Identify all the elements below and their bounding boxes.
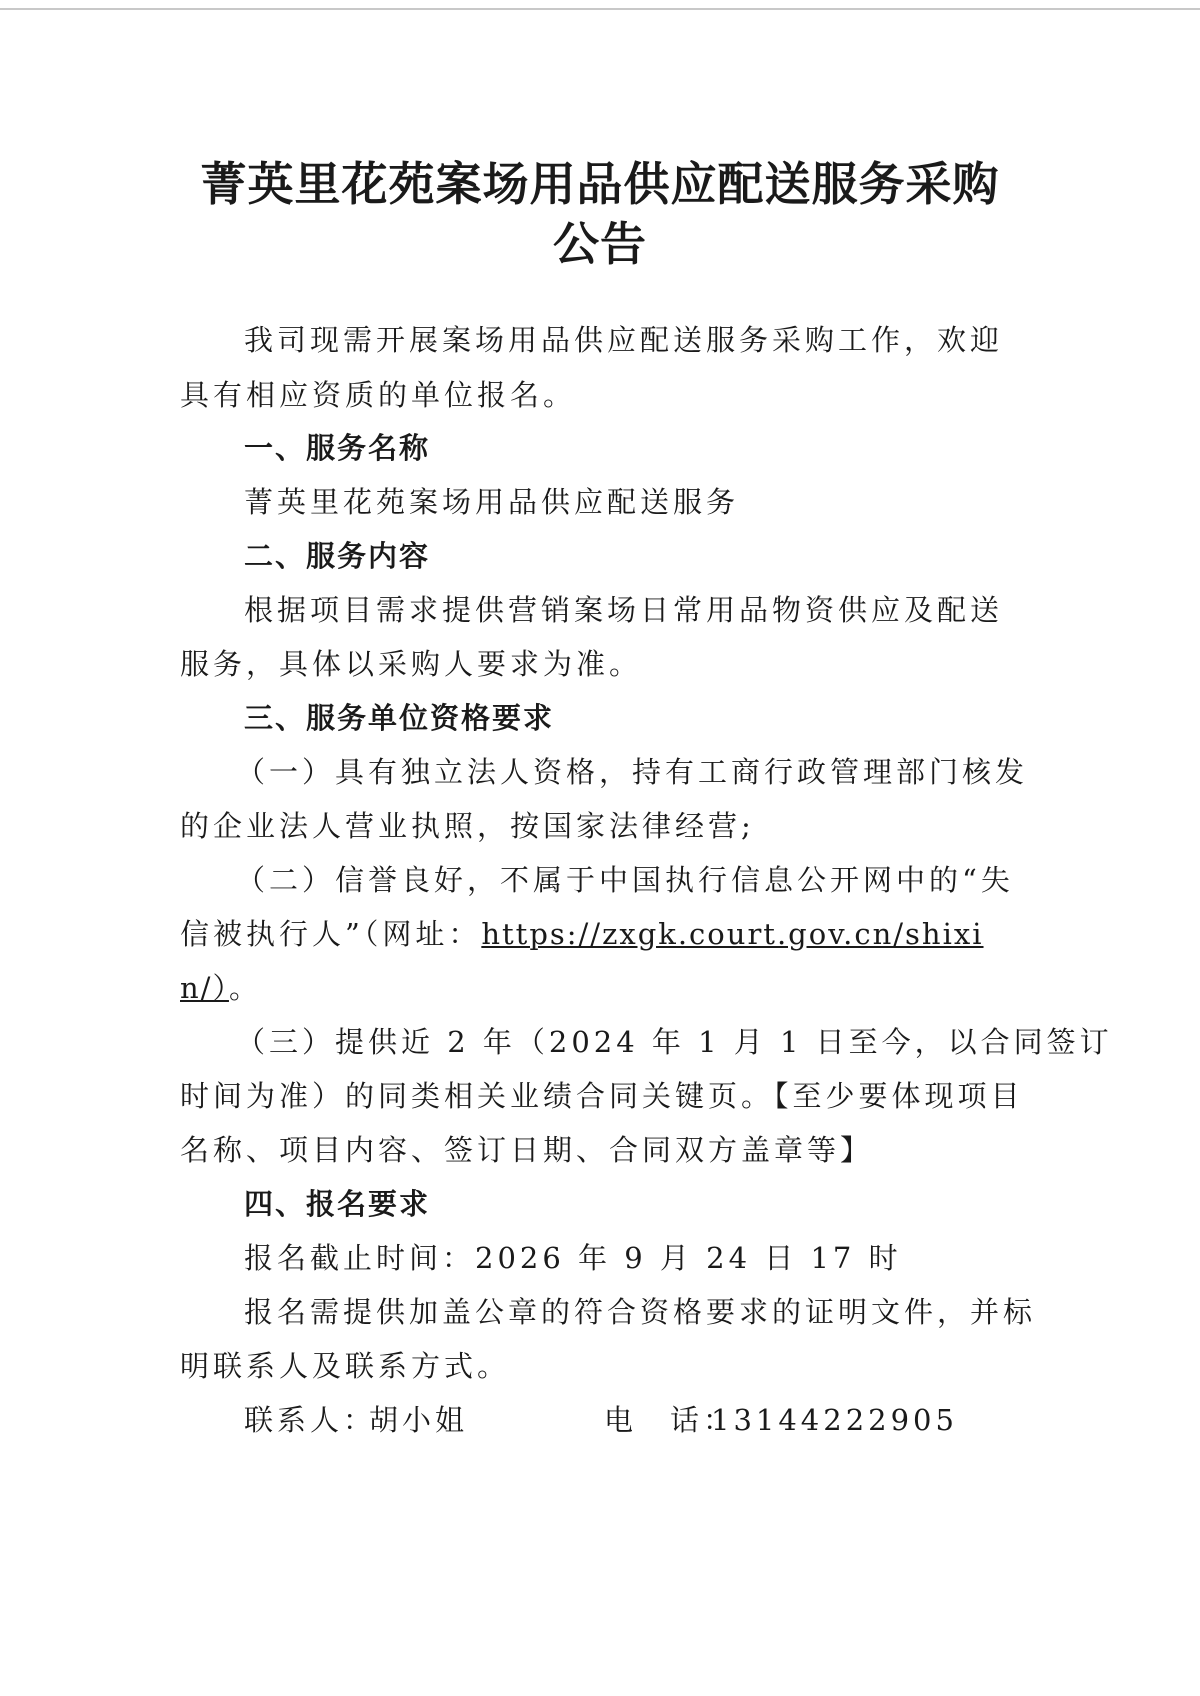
section2-heading: 二、服务内容	[244, 539, 431, 573]
requirement2-line2	[180, 914, 1040, 954]
scan-edge-line	[0, 8, 1200, 10]
notice-title-line2: 公告	[553, 217, 647, 271]
court-url-link[interactable]: https://zxgk.court.gov.cn/shixi	[481, 917, 984, 951]
contact-name: 胡小姐	[369, 1403, 469, 1437]
notice-title-line1: 菁英里花苑案场用品供应配送服务采购	[200, 157, 1000, 211]
phone-label: 电 话：	[604, 1403, 737, 1437]
documents-line2: 明联系人及联系方式。	[180, 1349, 511, 1383]
section2-body-line2: 服务，具体以采购人要求为准。	[180, 647, 643, 681]
requirement3-line1: （三）提供近 2 年（2024 年 1 月 1 日至今，以合同签订	[236, 1025, 1113, 1059]
contact-label: 联系人：	[244, 1403, 377, 1437]
court-url-link-end[interactable]: n/）	[180, 971, 229, 1005]
requirement1-line1: （一）具有独立法人资格，持有工商行政管理部门核发	[236, 755, 1029, 789]
requirement3-line3: 名称、项目内容、签订日期、合同双方盖章等】	[180, 1133, 874, 1167]
requirement2-line3	[180, 968, 1040, 1008]
documents-line1: 报名需提供加盖公章的符合资格要求的证明文件，并标	[244, 1295, 1037, 1329]
intro-line1: 我司现需开展案场用品供应配送服务采购工作，欢迎	[244, 323, 1004, 357]
registration-deadline: 报名截止时间：2026 年 9 月 24 日 17 时	[244, 1241, 902, 1275]
requirement2-prefix: 信被执行人”（网址：	[180, 917, 482, 951]
requirement1-line2: 的企业法人营业执照，按国家法律经营;	[180, 809, 755, 843]
intro-line2: 具有相应资质的单位报名。	[180, 378, 577, 412]
phone-number: 13144222905	[711, 1403, 958, 1437]
section3-heading: 三、服务单位资格要求	[244, 701, 555, 735]
section1-heading: 一、服务名称	[244, 431, 431, 465]
contact-row	[244, 1400, 1104, 1440]
requirement2-line1: （二）信誉良好，不属于中国执行信息公开网中的“失	[236, 863, 1014, 897]
section1-body: 菁英里花苑案场用品供应配送服务	[244, 485, 740, 519]
section4-heading: 四、报名要求	[244, 1187, 431, 1221]
requirement3-line2: 时间为准）的同类相关业绩合同关键页。【至少要体现项目	[180, 1079, 1024, 1113]
section2-body-line1: 根据项目需求提供营销案场日常用品物资供应及配送	[244, 593, 1004, 627]
requirement2-suffix: 。	[228, 971, 262, 1005]
